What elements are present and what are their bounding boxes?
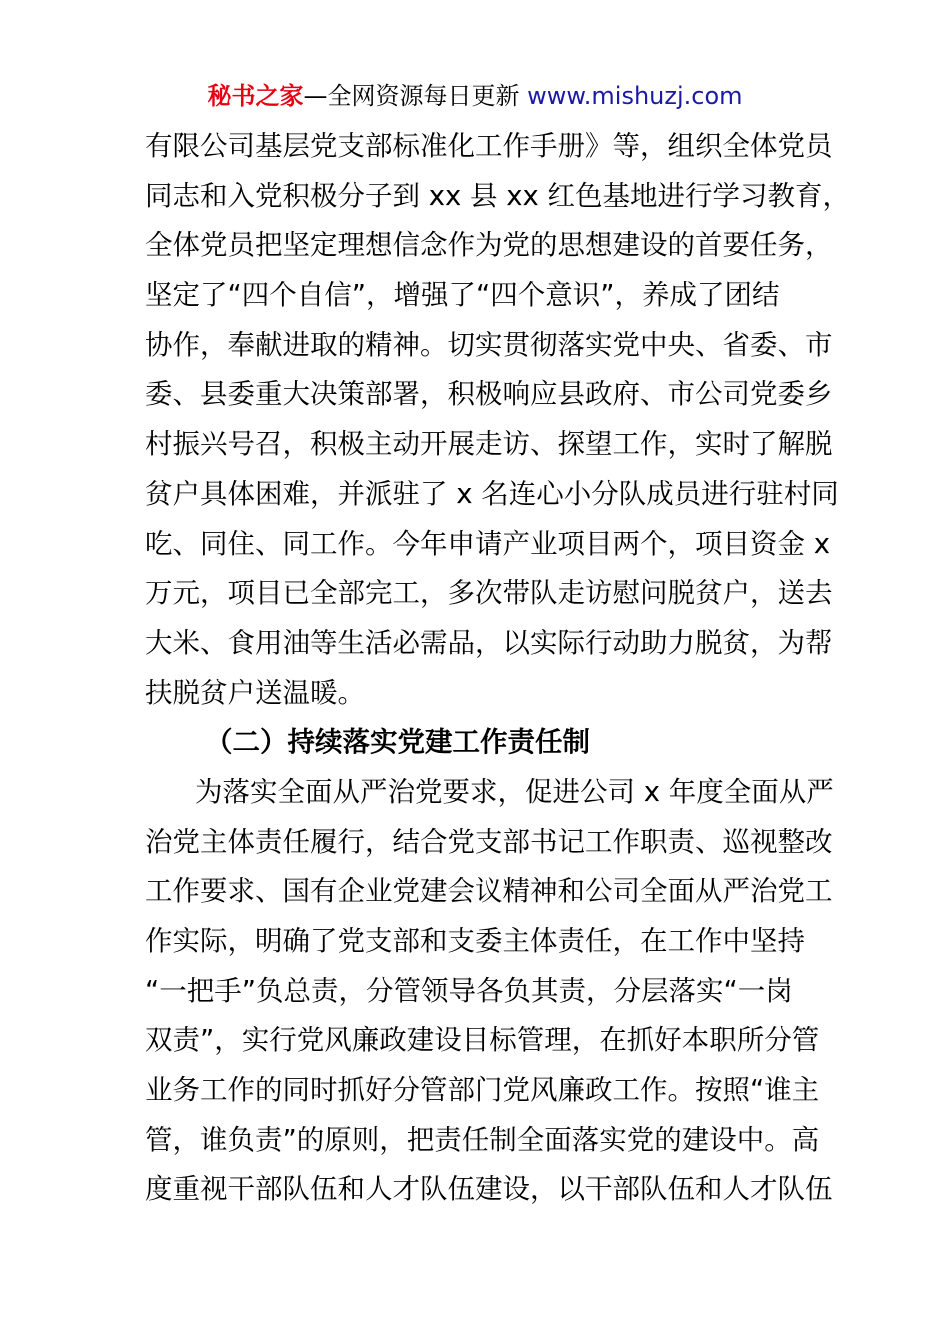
header-tagline: —全网资源每日更新	[303, 82, 520, 110]
document-body	[145, 122, 851, 1215]
body-line: 吃、同住、同工作。今年申请产业项目两个，项目资金 x	[145, 527, 831, 560]
header-brand: 秘书之家	[207, 82, 304, 110]
body-line: 委、县委重大决策部署，积极响应县政府、市公司党委乡	[145, 378, 833, 411]
paragraph-first-line: 为落实全面从严治党要求，促进公司 x 年度全面从严	[195, 775, 834, 808]
page-header	[0, 80, 950, 112]
body-line: 双责”，实行党风廉政建设目标管理，在抓好本职所分管	[145, 1024, 820, 1057]
body-line: “一把手”负总责，分管领导各负其责，分层落实“一岗	[145, 974, 793, 1007]
body-line: 贫户具体困难，并派驻了 x 名连心小分队成员进行驻村同	[145, 477, 839, 510]
body-line: 村振兴号召，积极主动开展走访、探望工作，实时了解脱	[145, 428, 833, 461]
body-line: 协作，奉献进取的精神。切实贯彻落实党中央、省委、市	[145, 328, 833, 361]
section-heading: （二）持续落实党建工作责任制	[205, 726, 590, 759]
body-line: 治党主体责任履行，结合党支部书记工作职责、巡视整改	[145, 825, 833, 858]
body-line: 工作要求、国有企业党建会议精神和公司全面从严治党工	[145, 875, 833, 908]
body-line: 全体党员把坚定理想信念作为党的思想建设的首要任务，	[145, 229, 833, 262]
body-line: 管，谁负责”的原则，把责任制全面落实党的建设中。高	[145, 1123, 820, 1156]
body-line: 万元，项目已全部完工，多次带队走访慰问脱贫户，送去	[145, 577, 833, 610]
header-url[interactable]: www.mishuzj.com	[527, 82, 743, 110]
body-line: 坚定了“四个自信”，增强了“四个意识”，养成了团结	[145, 279, 780, 312]
body-line: 度重视干部队伍和人才队伍建设，以干部队伍和人才队伍	[145, 1173, 833, 1206]
body-line: 同志和入党积极分子到 xx 县 xx 红色基地进行学习教育，	[145, 179, 851, 212]
body-line: 有限公司基层党支部标准化工作手册》等，组织全体党员	[145, 130, 833, 162]
body-line: 扶脱贫户送温暖。	[145, 676, 365, 709]
body-line: 业务工作的同时抓好分管部门党风廉政工作。按照“谁主	[145, 1074, 820, 1107]
body-line: 大米、食用油等生活必需品，以实际行动助力脱贫，为帮	[145, 626, 833, 659]
body-line: 作实际，明确了党支部和支委主体责任，在工作中坚持	[145, 925, 805, 957]
